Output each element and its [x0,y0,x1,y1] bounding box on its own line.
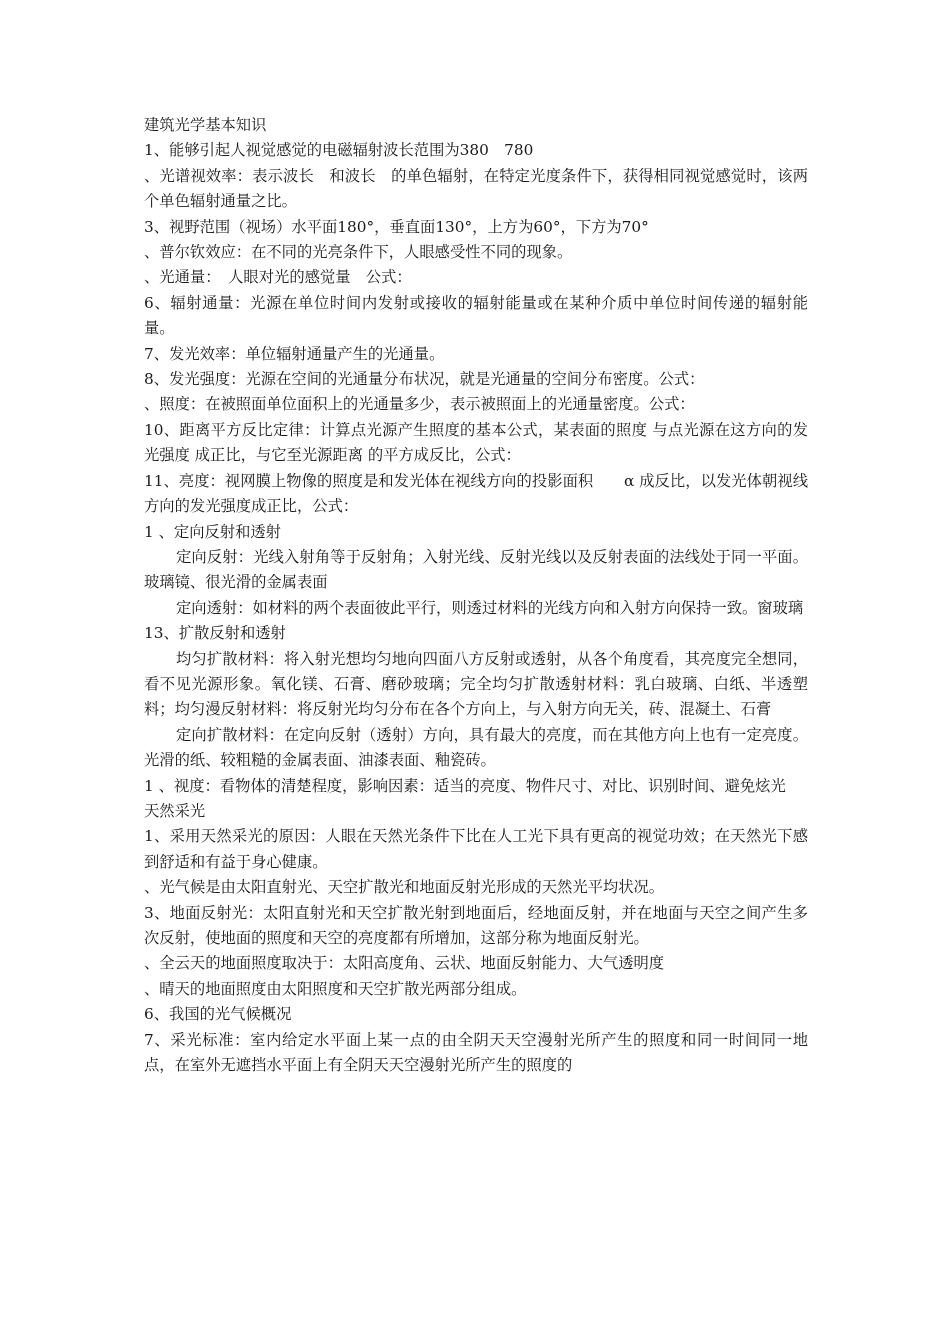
paragraph: 6、辐射通量：光源在单位时间内发射或接收的辐射能量或在某种介质中单位时间传递的辐射能量。 [144,293,808,338]
paragraph: 、晴天的地面照度由太阳照度和天空扩散光两部分组成。 [144,979,527,998]
paragraph: 7、采光标准：室内给定水平面上某一点的由全阴天天空漫射光所产生的照度和同一时间同一地点，在室外无遮挡水平面上有全阴天天空漫射光所产生的照度的 [144,1030,808,1075]
paragraph: 1、采用天然采光的原因：人眼在天然光条件下比在人工光下具有更高的视觉功效；在天然光下感到舒适和有益于身心健康。 [144,827,808,871]
paragraph: 定向扩散材料：在定向反射（透射）方向，具有最大的亮度，而在其他方向上也有一定亮度。光滑的纸、较粗糙的金属表面、油漆表面、釉瓷砖。 [144,725,808,770]
section-heading: 1 、定向反射和透射 [144,522,281,541]
paragraph: 、光气候是由太阳直射光、天空扩散光和地面反射光形成的天然光平均状况。 [144,878,665,897]
paragraph: 、全云天的地面照度取决于：太阳高度角、云状、地面反射能力、大气透明度 [144,954,665,973]
paragraph: 定向反射：光线入射角等于反射角；入射光线、反射光线以及反射表面的法线处于同一平面。玻璃镜、很光滑的金属表面 [144,547,808,592]
section-heading: 天然采光 [144,801,206,820]
section-heading: 13、扩散反射和透射 [144,624,286,643]
paragraph: 定向透射：如材料的两个表面彼此平行，则透过材料的光线方向和入射方向保持一致。窗玻璃 [176,598,804,617]
paragraph: 1 、视度：看物体的清楚程度，影响因素：适当的亮度、物件尺寸、对比、识别时间、避免炫光 [144,776,786,795]
paragraph: 11、亮度：视网膜上物像的照度是和发光体在视线方向的投影面积 α 成反比，以发光体朝视线方向的发光强度成正比，公式： [144,471,808,516]
paragraph: 、普尔钦效应：在不同的光亮条件下，人眼感受性不同的现象。 [144,243,573,262]
paragraph: 均匀扩散材料：将入射光想均匀地向四面八方反射或透射，从各个角度看，其亮度完全想同，看不见光源形象。氧化镁、石膏、磨砂玻璃；完全均匀扩散透射材料：乳白玻璃、白纸、半透塑料；均匀漫反射材料：将反射光均匀分布在各个方向上，与入射方向无关，砖、混凝土、石膏 [144,649,808,719]
paragraph: 6、我国的光气候概况 [144,1005,292,1024]
paragraph: 10、距离平方反比定律：计算点光源产生照度的基本公式，某表面的照度 与点光源在这方向的发光强度 成正比，与它至光源距离 的平方成反比，公式： [144,420,808,465]
paragraph: 、光通量： 人眼对光的感觉量 公式： [144,268,412,287]
document-page [144,113,808,1078]
paragraph: 7、发光效率：单位辐射通量产生的光通量。 [144,344,445,363]
paragraph: 、光谱视效率：表示波长 和波长 的单色辐射，在特定光度条件下，获得相同视觉感觉时，该两个单色辐射通量之比。 [144,166,808,211]
paragraph: 1、能够引起人视觉感觉的电磁辐射波长范围为380 780 [144,141,534,160]
paragraph: 、照度：在被照面单位面积上的光通量多少，表示被照面上的光通量密度。公式： [144,395,695,414]
paragraph: 3、地面反射光：太阳直射光和天空扩散光射到地面后，经地面反射，并在地面与天空之间产生多次反射，使地面的照度和天空的亮度都有所增加，这部分称为地面反射光。 [144,903,808,947]
paragraph: 8、发光强度：光源在空间的光通量分布状况，就是光通量的空间分布密度。公式： [144,370,705,389]
paragraph: 3、视野范围（视场）水平面180°，垂直面130°，上方为60°，下方为70° [144,217,649,236]
document-title: 建筑光学基本知识 [144,116,267,134]
